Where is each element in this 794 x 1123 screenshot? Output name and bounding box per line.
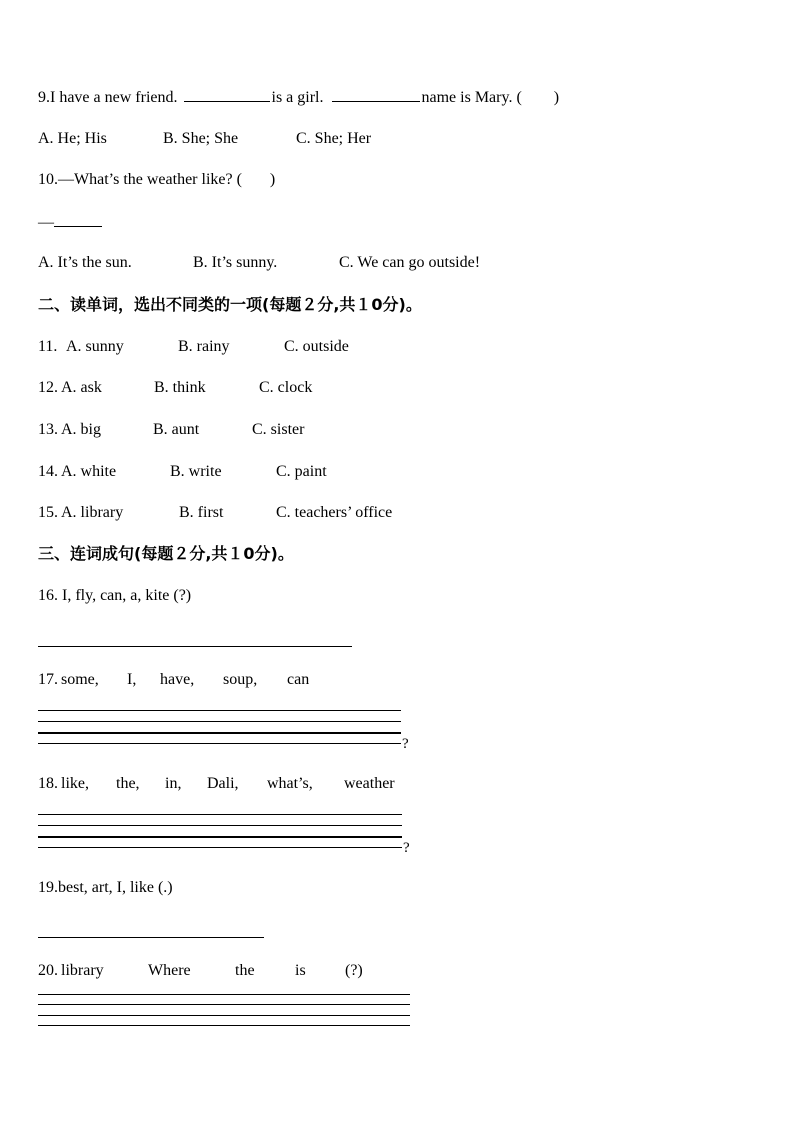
q12-option-b: B. think <box>154 379 206 396</box>
q17-answer-line-2[interactable] <box>38 721 401 722</box>
q10-option-a: A. It’s the sun. <box>38 254 132 271</box>
question-10: 10.—What’s the weather like? ( ) <box>38 171 276 188</box>
q15-number: 15. <box>38 504 58 521</box>
q13-number: 13. <box>38 421 58 438</box>
q16-answer-line[interactable] <box>38 646 352 647</box>
q18-answer-line-1[interactable] <box>38 814 402 815</box>
q9-blank-1[interactable] <box>184 87 270 102</box>
q20-answer-line-1[interactable] <box>38 994 410 995</box>
q15-option-c: C. teachers’ office <box>276 504 393 521</box>
q9-option-a: A. He; His <box>38 130 107 147</box>
q11-option-a: A. sunny <box>66 338 124 355</box>
q13-option-b: B. aunt <box>153 421 200 438</box>
q12-option-c: C. clock <box>259 379 313 396</box>
q20-number: 20. <box>38 962 58 979</box>
q17-word-1: some, <box>61 671 99 688</box>
q20-word-5: (?) <box>345 962 363 979</box>
q18-number: 18. <box>38 775 58 792</box>
q18-word-6: weather <box>344 775 395 792</box>
q12-number: 12. <box>38 379 58 396</box>
q14-option-b: B. write <box>170 463 222 480</box>
q10-answer-blank[interactable] <box>54 212 102 227</box>
q15-option-b: B. first <box>179 504 224 521</box>
q13-option-c: C. sister <box>252 421 305 438</box>
q17-word-3: have, <box>160 671 195 688</box>
q10-option-c: C. We can go outside! <box>339 254 481 271</box>
q15-option-a: A. library <box>61 504 124 521</box>
q9-option-b: B. She; She <box>163 130 239 147</box>
q10-answer-line <box>38 212 102 233</box>
q17-answer-line-1[interactable] <box>38 710 401 711</box>
q9-option-c: C. She; Her <box>296 130 372 147</box>
q18-word-5: what’s, <box>267 775 313 792</box>
q9-answer-paren[interactable]: ( ) <box>516 89 560 106</box>
q14-option-a: A. white <box>61 463 117 480</box>
q17-question-mark: ? <box>402 736 409 752</box>
q17-word-4: soup, <box>223 671 258 688</box>
q13-option-a: A. big <box>61 421 101 438</box>
q20-answer-line-3[interactable] <box>38 1015 410 1016</box>
q14-option-c: C. paint <box>276 463 327 480</box>
q17-number: 17. <box>38 671 58 688</box>
q19-answer-line[interactable] <box>38 937 264 938</box>
q9-text-3: name is Mary. <box>421 89 513 106</box>
q18-word-4: Dali, <box>207 775 239 792</box>
q20-word-4: is <box>295 962 306 979</box>
q18-word-1: like, <box>61 775 89 792</box>
q17-word-2: I, <box>127 671 137 688</box>
q18-question-mark: ? <box>403 840 410 856</box>
q20-word-2: Where <box>148 962 191 979</box>
q20-answer-line-4[interactable] <box>38 1025 410 1026</box>
q10-answer-dash: — <box>38 214 54 231</box>
section-3-heading: 三、连词成句(每题２分,共１0分)。 <box>38 544 294 563</box>
q20-word-1: library <box>61 962 104 979</box>
q12-option-a: A. ask <box>61 379 102 396</box>
q18-word-3: in, <box>165 775 182 792</box>
q9-text-2: is a girl. <box>271 89 324 106</box>
q18-answer-line-4[interactable] <box>38 847 402 848</box>
q18-answer-line-2[interactable] <box>38 825 402 826</box>
question-9 <box>38 87 559 108</box>
q14-number: 14. <box>38 463 58 480</box>
q11-number: 11. <box>38 338 58 355</box>
q17-word-5: can <box>287 671 310 688</box>
question-19: 19.best, art, I, like (.) <box>38 879 173 896</box>
section-2-heading: 二、读单词，选出不同类的一项(每题２分,共１0分)。 <box>38 295 422 314</box>
q11-option-c: C. outside <box>284 338 349 355</box>
question-16: 16. I, fly, can, a, kite (?) <box>38 587 192 604</box>
q10-option-b: B. It’s sunny. <box>193 254 278 271</box>
q17-answer-line-4[interactable] <box>38 743 401 744</box>
q18-answer-line-3[interactable] <box>38 836 402 838</box>
q9-blank-2[interactable] <box>332 87 420 102</box>
q9-text-1: 9.I have a new friend. <box>38 89 178 106</box>
q20-answer-line-2[interactable] <box>38 1004 410 1005</box>
q18-word-2: the, <box>116 775 140 792</box>
q20-word-3: the <box>235 962 255 979</box>
q17-answer-line-3[interactable] <box>38 732 401 734</box>
q11-option-b: B. rainy <box>178 338 230 355</box>
